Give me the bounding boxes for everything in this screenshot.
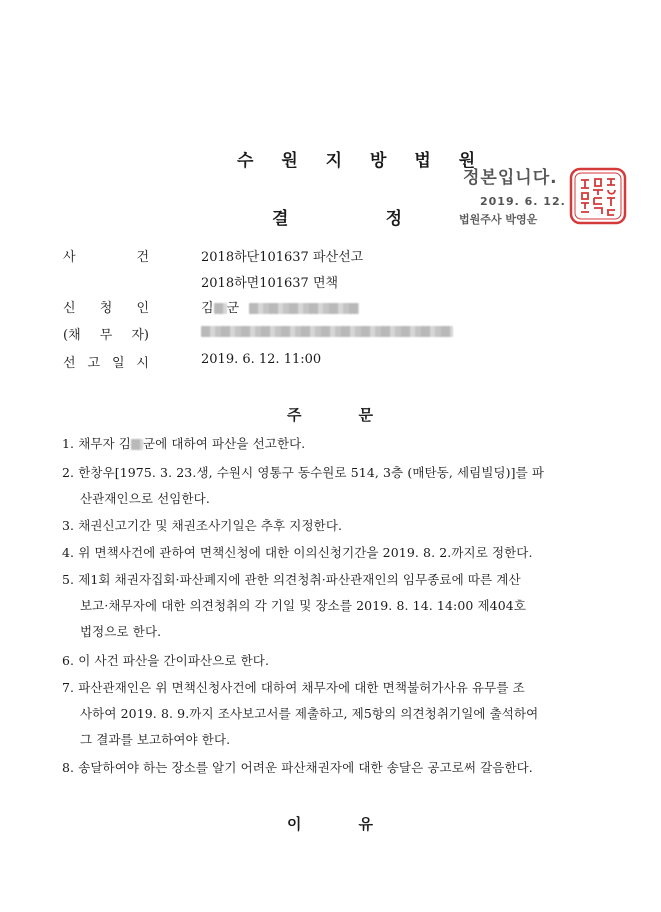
order-item-2-line-1: 2. 한창우[1975. 3. 23.생, 수원시 영통구 동수원로 514, 3층 (매탄동, 세림빌딩)]를 파 [62,465,545,480]
certified-copy-stamp: 정본입니다. [463,168,558,188]
declaration-label [63,352,149,371]
court-seal-icon [569,167,627,225]
redacted-name-block [131,439,143,450]
case-label-char-1: 사 [63,250,76,265]
debtor-address [201,324,453,339]
document-title-char-1: 결 [272,209,289,229]
certification-officer: 법원주사 박영운 [459,213,538,226]
debtor-label [63,324,149,343]
order-section-title [287,404,373,425]
reason-title-char-1: 이 [287,815,302,833]
case-label [63,246,149,265]
order-item-5-line-3: 법정으로 한다. [80,624,162,639]
order-item-7-line-1: 7. 파산관재인은 위 면책신청사건에 대하여 채무자에 대한 면책불허가사유 유무를 조 [62,680,525,695]
order-title-char-1: 주 [287,406,302,424]
case-number-discharge: 2018하면101637 면책 [201,276,339,291]
declaration-datetime: 2019. 6. 12. 11:00 [201,352,322,367]
order-item-6: 6. 이 사건 파산을 간이파산으로 한다. [62,653,270,668]
applicant-label [63,297,149,316]
declaration-label-char-2: 고 [87,356,101,371]
document-title [272,204,402,229]
redacted-id-block [249,303,359,314]
applicant-label-char-1: 신 [63,301,76,316]
declaration-label-char-1: 선 [63,356,76,371]
certification-date: 2019. 6. 12. [480,195,566,208]
order-item-7-line-3: 그 결과를 보고하여야 한다. [80,732,231,747]
court-name: 수 원 지 방 법 원 [237,151,487,171]
order-title-char-2: 문 [358,406,373,424]
order-item-3: 3. 채권신고기간 및 채권조사기일은 추후 지정한다. [62,518,343,533]
case-number-bankruptcy: 2018하단101637 파산선고 [201,250,364,265]
order-item-5-line-1: 5. 제1회 채권자집회·파산폐지에 관한 의견청취·파산관재인의 임무종료에 따른 계산 [62,572,521,587]
declaration-label-char-3: 일 [111,356,125,371]
debtor-label-char-3: 자) [131,328,149,343]
applicant-name [201,297,359,316]
redacted-address-block [201,326,453,337]
document-title-char-2: 정 [385,209,402,229]
order-item-1 [62,434,305,452]
debtor-label-char-1: (채 [63,328,81,343]
order-item-5-line-2: 보고·채무자에 대한 의견청취의 각 기일 및 장소를 2019. 8. 14. 14:00 제404호 [80,598,527,613]
order-item-1-part-a: 1. 채무자 김 [62,436,131,451]
order-item-4: 4. 위 면책사건에 관하여 면책신청에 대한 이의신청기간을 2019. 8. 2.까지로 정한다. [62,545,533,560]
reason-section-title [287,813,373,834]
order-item-2-line-2: 산관재인으로 선임한다. [80,491,210,506]
redacted-name-block [214,303,227,314]
order-item-8: 8. 송달하여야 하는 장소를 알기 어려운 파산채권자에 대한 송달은 공고로써 갈음한다. [62,760,533,775]
applicant-label-char-3: 인 [136,301,149,316]
applicant-surname: 김 [201,301,214,316]
order-item-7-line-2: 사하여 2019. 8. 9.까지 조사보고서를 제출하고, 제5항의 의견청취기일에 출석하여 [80,706,539,721]
order-item-1-part-b: 군에 대하여 파산을 선고한다. [142,436,306,451]
applicant-given-name: 군 [226,301,240,316]
case-label-char-2: 건 [136,250,149,265]
debtor-label-char-2: 무 [99,328,113,343]
reason-title-char-2: 유 [358,815,373,833]
applicant-label-char-2: 청 [99,301,113,316]
declaration-label-char-4: 시 [136,356,149,371]
